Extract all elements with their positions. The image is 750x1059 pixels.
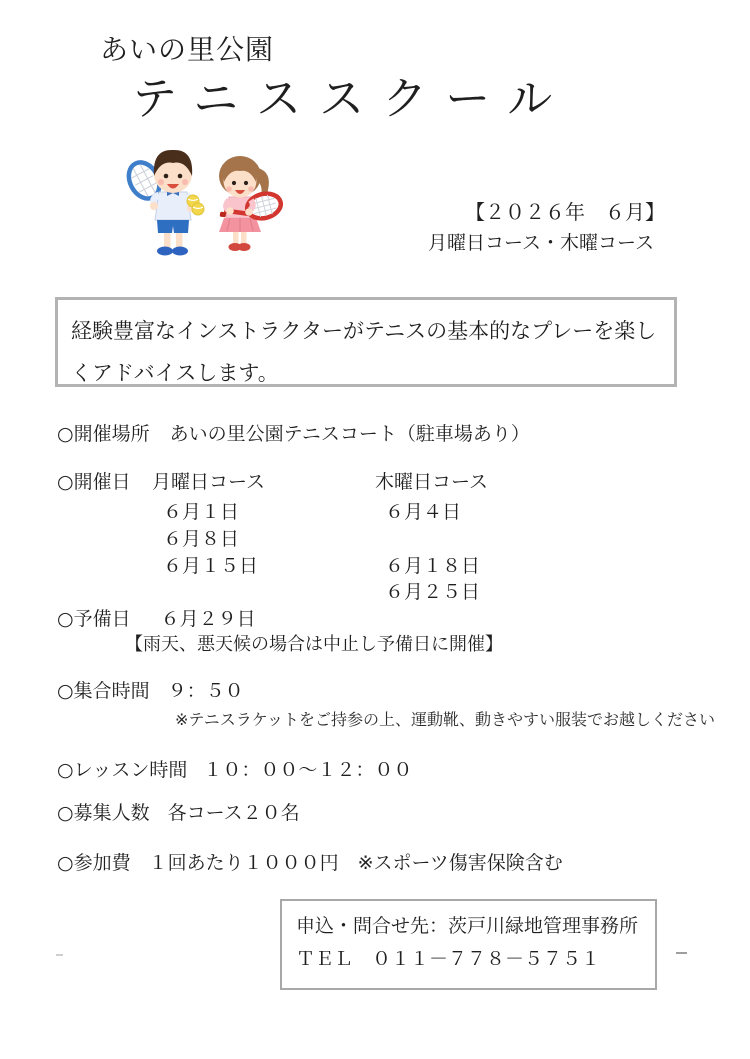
meeting-time-label: ○集合時間	[57, 680, 150, 702]
contact-box	[280, 899, 657, 990]
lesson-time-value: １０：００～１２：００	[203, 759, 413, 781]
bring-items-note: ※テニスラケットをご持参の上、運動靴、動きやすい服装でお越しください	[175, 710, 715, 729]
reserve-day-label: ○予備日	[57, 608, 131, 630]
children-tennis-illustration	[112, 140, 297, 280]
lesson-time-label: ○レッスン時間	[57, 759, 188, 781]
capacity-line	[57, 798, 300, 825]
venue-value: あいの里公園テニスコート（駐車場あり）	[169, 423, 530, 445]
page-title: テニススクール	[132, 72, 571, 125]
fee-value: １回あたり１０００円 ※スポーツ傷害保険含む	[148, 852, 563, 874]
venue-line	[57, 419, 530, 446]
intro-description-box	[55, 297, 677, 387]
thursday-date: ６月２５日	[385, 581, 481, 603]
event-period: 【２０２６年 ６月】	[465, 200, 665, 224]
contact-phone: ＴＥＬ ０１１－７７８－５７５１	[296, 948, 601, 970]
reserve-day-value: ６月２９日	[160, 608, 256, 630]
capacity-value: 各コース２０名	[167, 802, 300, 824]
venue-label: ○開催場所	[57, 423, 150, 445]
thursday-date: ６月４日	[385, 501, 462, 523]
monday-date: ６月１５日	[163, 555, 259, 577]
monday-date: ６月８日	[163, 528, 240, 550]
contact-line: 申込・問合せ先：茨戸川緑地管理事務所	[296, 915, 639, 937]
thursday-date: ６月１８日	[385, 555, 481, 577]
boy-shoe	[172, 247, 188, 256]
boy-figure	[123, 150, 204, 256]
capacity-label: ○募集人数	[57, 802, 150, 824]
rain-cancellation-note: 【雨天、悪天候の場合は中止し予備日に開催】	[125, 634, 503, 655]
monday-course-header: 月曜日コース	[152, 471, 266, 493]
stray-mark	[56, 954, 63, 956]
intro-description-text: 経験豊富なインストラクターがテニスの基本的なプレーを楽しくアドバイスします。	[71, 319, 657, 385]
schedule-label: ○開催日	[57, 471, 131, 493]
girl-shoe	[238, 243, 251, 251]
meeting-time-value: ９：５０	[167, 680, 244, 702]
stray-mark	[676, 952, 687, 954]
course-names-line: 月曜日コース・木曜コース	[428, 232, 655, 254]
fee-line	[57, 848, 563, 875]
lesson-time-line	[57, 755, 412, 782]
fee-label: ○参加費	[57, 852, 131, 874]
girl-figure	[219, 156, 283, 251]
monday-date: ６月１日	[163, 501, 240, 523]
boy-shoe	[157, 247, 173, 256]
thursday-course-header: 木曜日コース	[375, 471, 489, 493]
meeting-time-line	[57, 676, 244, 703]
reserve-day-line	[57, 604, 256, 631]
park-name-title: あいの里公園	[100, 33, 275, 66]
